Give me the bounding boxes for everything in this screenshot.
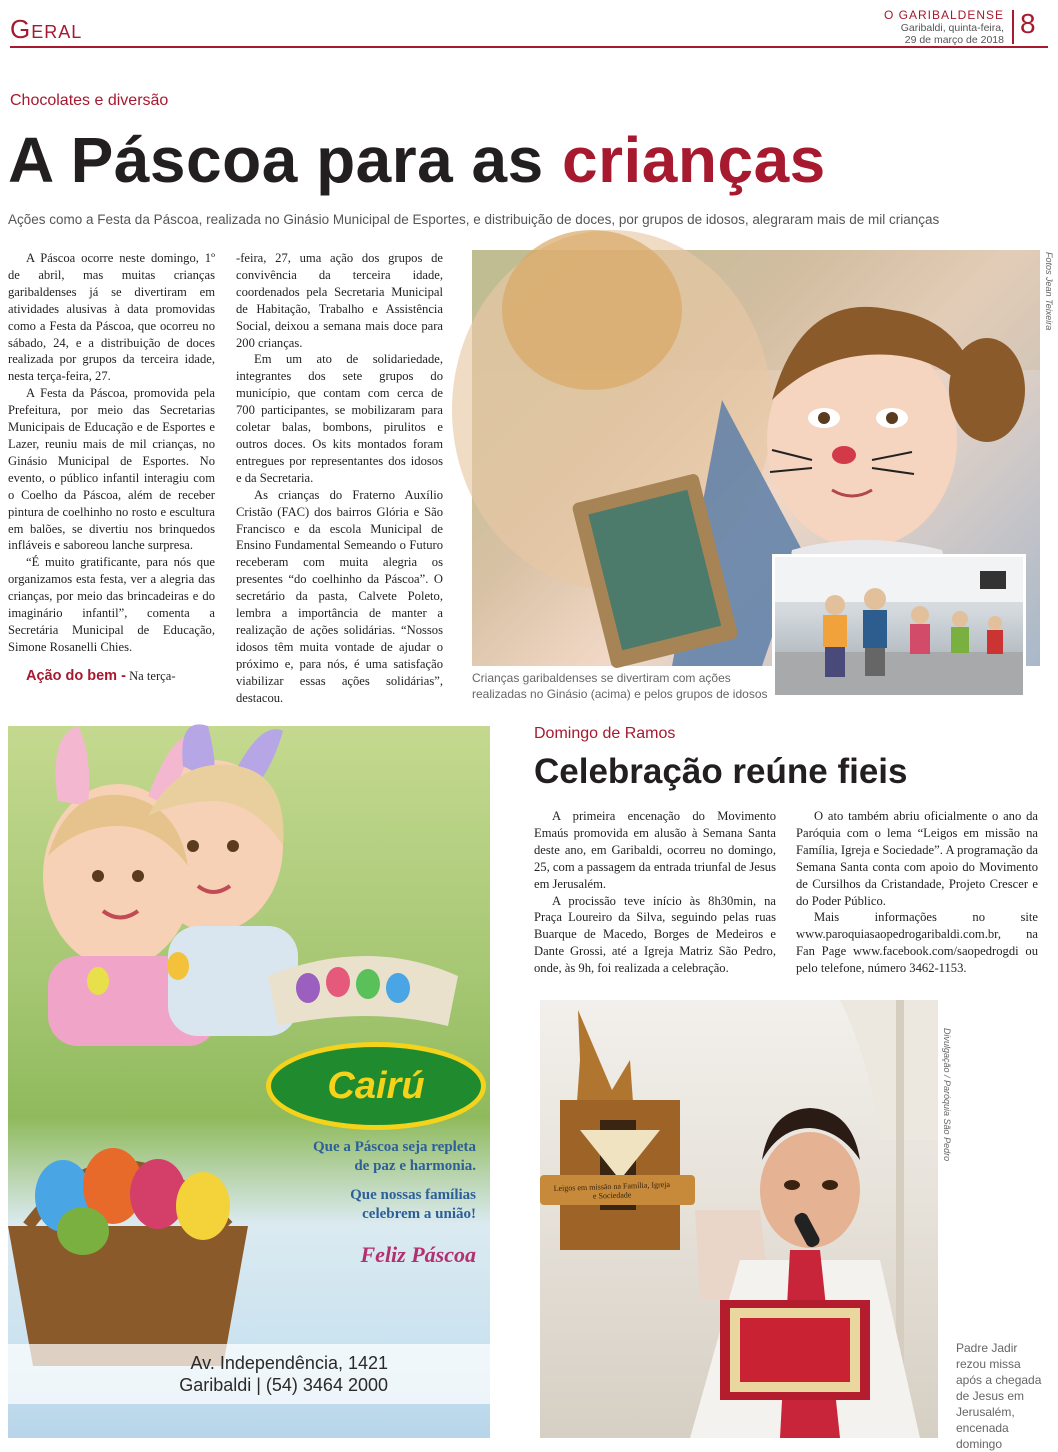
- ad-message-line: celebrem a união!: [362, 1206, 476, 1222]
- story2-column-2: [796, 808, 1038, 977]
- paragraph: A Páscoa ocorre neste domingo, 1º de abril, mas muitas crianças garibaldenses já se divertiram em atividades alusivas à data promovidas como a Festa da Páscoa, que ocorreu no sábado, 24, e a distribuição de doces realizada por grupos da terceira idade, nesta terça-feira, 27.: [8, 251, 215, 384]
- paragraph: Em um ato de solidariedade, integrantes dos sete grupos do município, que contam com cerca de 700 participantes, se mobilizaram para coletar balas, bombons, pirulitos e outros doces. Os kits montados foram entregues por representantes dos idosos e da Secretaria.: [236, 352, 443, 485]
- story1-column-2: [236, 250, 443, 706]
- ad-city-phone: Garibaldi | (54) 3464 2000: [179, 1375, 388, 1395]
- page-number: 8: [1020, 8, 1036, 39]
- ad-address: [48, 1352, 388, 1396]
- paragraph: Mais informações no site www.paroquiasaopedrogaribaldi.com.br, na Fan Page www.facebook.com/saopedrogdi ou pelo telefone, número 3462-1153.: [796, 910, 1038, 976]
- section-name: Geral: [10, 14, 83, 44]
- story2-column-1: [534, 808, 776, 977]
- paragraph: As crianças do Fraterno Auxílio Cristão (FAC) dos bairros Glória e São Francisco e da escola Municipal de Ensino Fundamental Semeando o Futuro receberam com muita alegria os presentes “do coelhinho da Páscoa”. O secretário da pasta, Calvete Poleto, lembra a importância de manter a realização de ações solidárias. “Nossos idosos têm muita vontade de ajudar o próximo e, para nós, é uma satisfação viabilizar essas ações solidárias”, destacou.: [236, 487, 443, 705]
- paragraph: A Festa da Páscoa, promovida pela Prefeitura, por meio das Secretarias Municipais de Educação e de Esportes e Lazer, reuniu mais de mil crianças, no Ginásio Municipal de Esportes. No evento, o público infantil interagiu com o Coelho da Páscoa, além de receber pintura de coelhinho no rosto e escultura em balões, se divertiu nos brinquedos infláveis e saboreou lanche surpresa.: [8, 386, 215, 553]
- paragraph: A primeira encenação do Movimento Emaús promovida em alusão à Semana Santa deste ano, em Garibaldi, ocorreu no domingo, 25, com a passagem da entrada triunfal de Jesus em Jerusalém.: [534, 809, 776, 891]
- photo-credit: Fotos Jean Teixeira: [1044, 252, 1054, 331]
- masthead-info: [884, 8, 1004, 46]
- story1-headline: [8, 122, 826, 198]
- headline-accent: crianças: [562, 124, 826, 196]
- inset-photo-children: [772, 554, 1026, 698]
- header-rule: [10, 46, 1048, 48]
- story1-column-1: [8, 250, 215, 685]
- date-line-1: Garibaldi, quinta-feira,: [900, 22, 1004, 34]
- ad-street: Av. Independência, 1421: [190, 1353, 388, 1373]
- ad-message-line: Que nossas famílias: [350, 1187, 476, 1203]
- plaque-text: Leigos em missão na Família, Igreja e Sociedade: [553, 1179, 671, 1201]
- subhead: Ação do bem -: [26, 667, 126, 684]
- ad-feliz-pascoa: Feliz Páscoa: [360, 1242, 476, 1267]
- paragraph: -feira, 27, uma ação dos grupos de convivência da terceira idade, coordenados pela Secretaria Municipal de Habitação, Trabalho e Assistência Social, deixou a semana mais doce para 200 crianças.: [236, 251, 443, 350]
- headline-text: A Páscoa para as: [8, 124, 562, 196]
- paragraph: O ato também abriu oficialmente o ano da Paróquia com o lema “Leigos em missão na Família, Igreja e Sociedade”. A programação da Semana Santa conta com apoio do Movimento de Cursilhos da Cristandade, Projeto Crescer e do Poder Público.: [796, 809, 1038, 908]
- date-line-2: 29 de março de 2018: [904, 34, 1004, 46]
- story2-photo-caption: Padre Jadir rezou missa após a chegada de Jesus em Jerusalém, encenada domingo: [956, 1341, 1042, 1451]
- ad-message-line: Que a Páscoa seja repleta: [312, 1139, 476, 1155]
- story2-headline: Celebração reúne fieis: [534, 752, 908, 791]
- story1-kicker: Chocolates e diversão: [10, 92, 169, 109]
- paragraph-start: Na terça-: [129, 668, 176, 683]
- photo2-credit: Divulgação / Paróquia São Pedro: [942, 1028, 952, 1162]
- cairu-easter-ad: [8, 726, 490, 1438]
- page-number-divider: [1012, 10, 1014, 44]
- story2-kicker: Domingo de Ramos: [534, 725, 676, 742]
- ad-message: [230, 1138, 476, 1224]
- subhead-line: [8, 668, 215, 685]
- photo-padre-jadir: [540, 1000, 938, 1438]
- story1-deck: Ações como a Festa da Páscoa, realizada no Ginásio Municipal de Esportes, e distribuição de doces, por grupos de idosos, alegraram mais de mil crianças: [8, 212, 940, 227]
- ad-message-line: de paz e harmonia.: [354, 1158, 476, 1174]
- paragraph: “É muito gratificante, para nós que organizamos esta festa, ver a alegria das crianças, por meio das brincadeiras e do imaginário infantil”, comenta a Secretária Municipal de Educação, Simone Rosanelli Chies.: [8, 555, 215, 654]
- paper-name: O GARIBALDENSE: [883, 8, 1004, 22]
- cairu-logo-text: Cairú: [327, 1065, 425, 1107]
- paragraph: A procissão teve início às 8h30min, na Praça Loureiro da Silva, seguindo pelas ruas Buarque de Macedo, Borges de Medeiros e Dante Grossi, até a Igreja Matriz São Pedro, onde, às 9h, foi realizada a celebração.: [534, 893, 776, 976]
- story1-photo-caption: Crianças garibaldenses se divertiram com ações realizadas no Ginásio (acima) e pelos grupos de idosos: [472, 671, 768, 701]
- cairu-logo: [266, 1042, 486, 1130]
